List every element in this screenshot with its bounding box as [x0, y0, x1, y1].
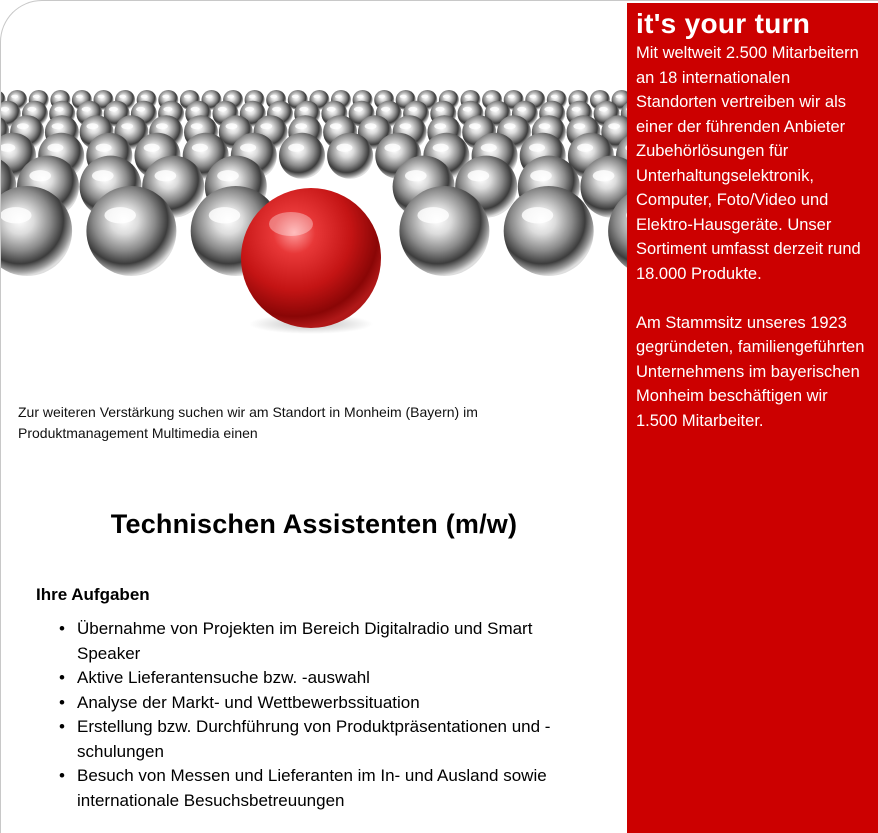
- ball-highlight: [481, 144, 497, 152]
- ball-highlight: [54, 95, 61, 99]
- ball-highlight: [330, 123, 342, 129]
- ball-highlight: [486, 95, 493, 99]
- task-item: • Besuch von Messen und Lieferanten im In- und Ausland sowie internationale Besuchsbetreuungen: [56, 764, 576, 813]
- ball-highlight: [209, 207, 241, 223]
- ball-highlight: [504, 123, 516, 129]
- ball-highlight: [408, 107, 417, 112]
- ball-highlight: [577, 144, 593, 152]
- ball-highlight: [417, 207, 449, 223]
- ball-highlight: [463, 107, 472, 112]
- ball-highlight: [27, 107, 36, 112]
- ball-highlight: [357, 95, 364, 99]
- ball-highlight: [270, 95, 277, 99]
- ball-highlight: [144, 144, 160, 152]
- ball-highlight: [573, 123, 585, 129]
- ball-highlight: [162, 95, 169, 99]
- ball-highlight: [98, 95, 105, 99]
- ball-highlight: [433, 144, 449, 152]
- company-description: Mit weltweit 2.500 Mitarbeitern an 18 internationalen Standorten vertreiben wir als einer der führenden Anbieter Zubehörlösungen für Unterhaltungselektronik, Computer, Foto/Video und Elektro-Hausgeräte. Unser Sortiment umfasst derzeit rund 18.000 Produkte.: [636, 44, 861, 283]
- ball-highlight: [529, 144, 545, 152]
- silver-ball: [86, 186, 176, 276]
- ball-highlight: [508, 95, 515, 99]
- ball-highlight: [530, 170, 552, 181]
- ball-highlight: [104, 207, 136, 223]
- ball-highlight: [544, 107, 553, 112]
- ball-highlight: [11, 95, 18, 99]
- ball-highlight: [572, 95, 579, 99]
- task-item: • Aktive Lieferantensuche bzw. -auswahl: [56, 666, 576, 691]
- ball-highlight: [522, 207, 554, 223]
- ball-highlight: [435, 107, 444, 112]
- red-ball: [241, 188, 381, 328]
- ball-highlight: [517, 107, 526, 112]
- ball-highlight: [335, 95, 342, 99]
- ball-highlight: [384, 144, 400, 152]
- ball-highlight: [434, 123, 446, 129]
- ball-highlight: [96, 144, 112, 152]
- silver-ball: [327, 133, 373, 179]
- ball-highlight: [365, 123, 377, 129]
- company-sidebar: [627, 3, 878, 833]
- ball-highlight: [529, 95, 536, 99]
- ball-highlight: [156, 123, 168, 129]
- ball-highlight: [82, 107, 91, 112]
- tasks-list: [56, 617, 576, 813]
- ball-highlight: [616, 95, 623, 99]
- ball-highlight: [539, 123, 551, 129]
- ball-highlight: [327, 107, 336, 112]
- silver-ball: [279, 133, 325, 179]
- ball-highlight: [191, 107, 200, 112]
- ball-highlight: [313, 95, 320, 99]
- ball-highlight: [121, 123, 133, 129]
- task-item: • Erstellung bzw. Durchführung von Produktpräsentationen und -schulungen: [56, 715, 576, 764]
- ball-highlight: [191, 123, 203, 129]
- ball-highlight: [249, 95, 256, 99]
- ball-highlight: [92, 170, 114, 181]
- ball-highlight: [141, 95, 148, 99]
- tasks-heading: Ihre Aufgaben: [36, 585, 150, 604]
- ball-highlight: [381, 107, 390, 112]
- ball-highlight: [136, 107, 145, 112]
- hero-image-balls: [1, 56, 627, 376]
- ball-highlight: [109, 107, 118, 112]
- ball-highlight: [184, 95, 191, 99]
- silver-ball: [399, 186, 489, 276]
- ball-highlight: [52, 123, 64, 129]
- ball-highlight: [354, 107, 363, 112]
- job-title: Technischen Assistenten (m/w): [110, 509, 518, 539]
- ball-highlight: [399, 123, 411, 129]
- ball-highlight: [245, 107, 254, 112]
- ball-highlight: [421, 95, 428, 99]
- ball-highlight: [378, 95, 385, 99]
- ball-highlight: [336, 144, 352, 152]
- ball-highlight: [272, 107, 281, 112]
- ball-highlight: [593, 170, 615, 181]
- ball-highlight: [490, 107, 499, 112]
- ball-highlight: [86, 123, 98, 129]
- ball-highlight: [572, 107, 581, 112]
- silver-ball: [504, 186, 594, 276]
- ball-highlight: [288, 144, 304, 152]
- ball-highlight: [217, 170, 239, 181]
- ball-highlight: [163, 107, 172, 112]
- ball-highlight: [292, 95, 299, 99]
- ball-highlight: [599, 107, 608, 112]
- sidebar-headline: it's your turn: [636, 8, 811, 39]
- ball-highlight: [443, 95, 450, 99]
- ball-highlight: [400, 95, 407, 99]
- ball-highlight: [299, 107, 308, 112]
- ball-highlight: [119, 95, 126, 99]
- ball-highlight: [594, 95, 601, 99]
- ball-highlight: [227, 95, 234, 99]
- ball-highlight: [54, 107, 63, 112]
- ball-highlight: [468, 170, 490, 181]
- ball-highlight: [295, 123, 307, 129]
- intro-text: Zur weiteren Verstärkung suchen wir am Standort in Monheim (Bayern) im Produktmanagement Multimedia einen: [18, 404, 478, 441]
- task-item: • Übernahme von Projekten im Bereich Digitalradio und Smart Speaker: [56, 617, 576, 666]
- task-item: • Analyse der Markt- und Wettbewerbssituation: [56, 691, 576, 716]
- ball-highlight: [240, 144, 256, 152]
- ball-highlight: [206, 95, 213, 99]
- ball-highlight: [218, 107, 227, 112]
- ball-highlight: [608, 123, 620, 129]
- ball-highlight: [76, 95, 83, 99]
- ball-highlight: [192, 144, 208, 152]
- ball-highlight: [260, 123, 272, 129]
- ball-highlight: [226, 123, 238, 129]
- ball-highlight: [155, 170, 177, 181]
- ball-highlight: [465, 95, 472, 99]
- ball-highlight: [17, 123, 29, 129]
- ball-highlight: [33, 95, 40, 99]
- ball-highlight: [47, 144, 63, 152]
- ball-highlight: [29, 170, 51, 181]
- company-headquarters: Am Stammsitz unseres 1923 gegründeten, familiengeführten Unternehmens im bayerischen Monheim beschäftigen wir 1.500 Mitarbeiter.: [636, 313, 865, 430]
- ball-highlight: [469, 123, 481, 129]
- ball-highlight: [405, 170, 427, 181]
- ball-highlight: [1, 207, 32, 223]
- ball-highlight: [551, 95, 558, 99]
